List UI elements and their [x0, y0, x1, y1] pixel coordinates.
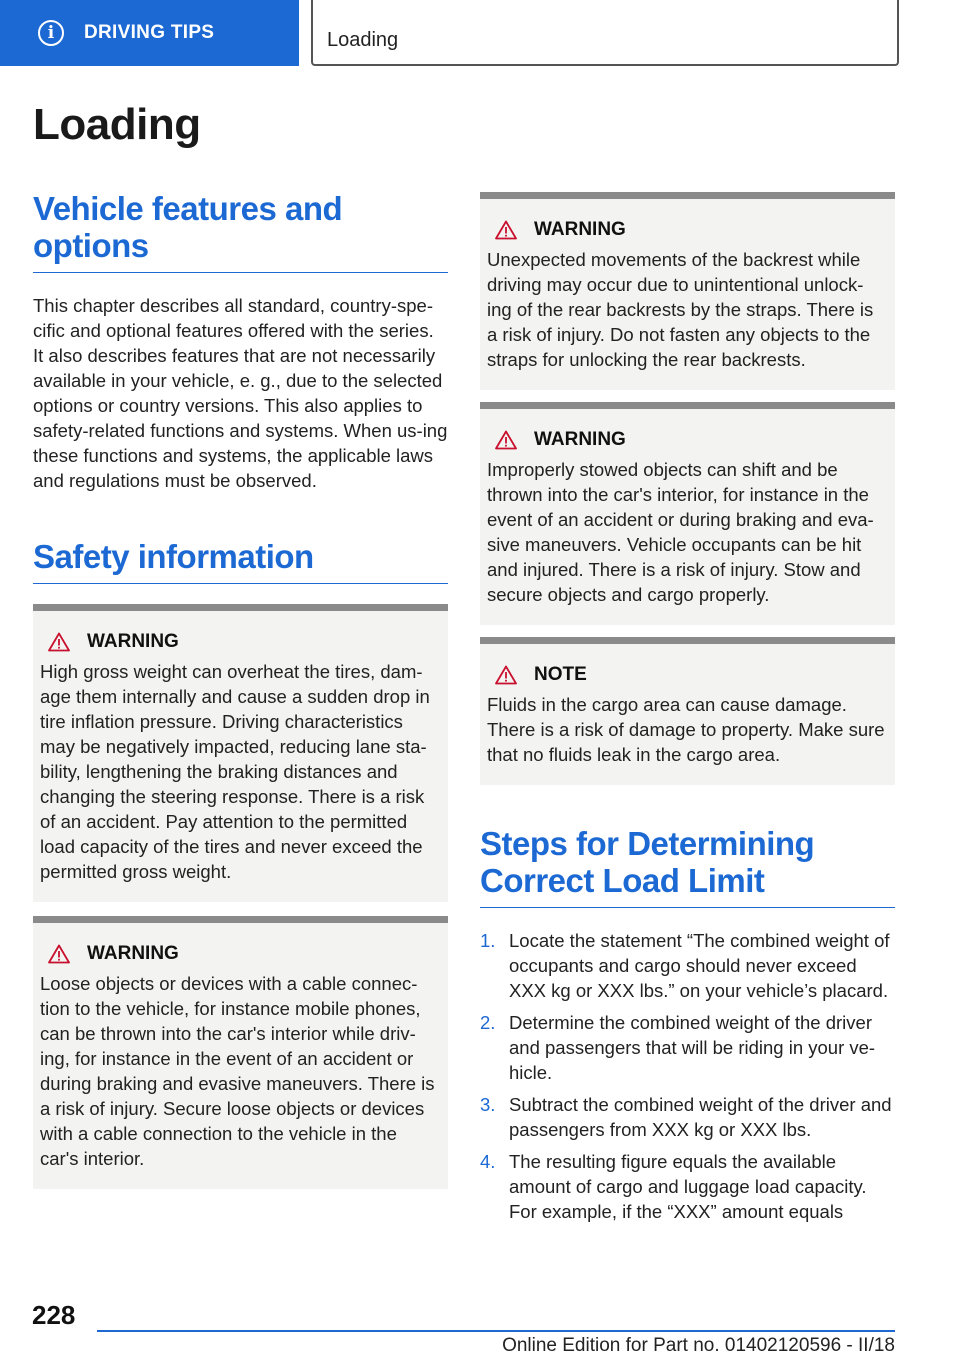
page-number: 228	[32, 1300, 76, 1330]
steps-heading: Steps for Determining Correct Load Limit	[480, 825, 895, 908]
features-text: This chapter describes all standard, country-spe-cific and optional features offered with the series. It also describes features that are not necessarily available in your vehicle, e. g., due to the selected options or country versions. This also applies to safety-related functions and systems. When us-ing these functions and systems, the applicable laws and regulations must be observed.	[33, 295, 448, 491]
warning-icon	[48, 944, 70, 964]
warning-box	[33, 916, 448, 1189]
notice-text: Improperly stowed objects can shift and be thrown into the car's interior, for instance in the event of an accident or during braking and eva-sive maneuvers. Vehicle occupants can be hit and injured. There is a risk of injury. Stow and secure objects and cargo properly.	[487, 459, 874, 605]
list-item	[480, 1092, 895, 1142]
warning-box	[480, 192, 895, 390]
step-number: 2.	[480, 1012, 496, 1033]
warning-icon	[48, 632, 70, 652]
warning-icon	[495, 665, 517, 685]
step-text: Determine the combined weight of the driver and passengers that will be riding in your ve-hicle.	[509, 1012, 876, 1083]
footer-divider	[97, 1330, 895, 1332]
chapter-header	[311, 0, 899, 66]
section-label: DRIVING TIPS	[84, 22, 215, 43]
chapter-label: Loading	[327, 29, 399, 51]
notice-text: Fluids in the cargo area can cause damage. There is a risk of damage to property. Make sure that no fluids leak in the cargo area.	[487, 694, 885, 765]
footer-edition: Online Edition for Part no. 01402120596 - II/18	[502, 1335, 895, 1356]
left-column	[33, 190, 448, 1189]
notice-text: High gross weight can overheat the tires, dam-age them internally and cause a sudden drop in tire inflation pressure. Driving characteristics may be negatively impacted, reducing lane sta-bility, lengthening the braking distances and changing the steering response. There is a risk of an accident. Pay attention to the permitted load capacity of the tires and never exceed the permitted gross weight.	[40, 661, 430, 882]
notice-label: WARNING	[534, 219, 626, 240]
note-box	[480, 637, 895, 785]
step-number: 3.	[480, 1094, 496, 1115]
step-number: 4.	[480, 1151, 496, 1172]
warning-icon	[495, 220, 517, 240]
step-number: 1.	[480, 930, 496, 951]
features-heading: Vehicle features and options	[33, 190, 448, 273]
section-tab	[0, 0, 299, 66]
warning-box	[480, 402, 895, 625]
safety-heading: Safety information	[33, 538, 448, 584]
step-text: The resulting figure equals the available amount of cargo and luggage load capacity. For example, if the “XXX” amount equals	[509, 1151, 867, 1222]
info-icon: i	[38, 20, 64, 46]
warning-box	[33, 604, 448, 902]
notice-label: WARNING	[87, 943, 179, 964]
list-item	[480, 1149, 895, 1224]
warning-icon	[495, 430, 517, 450]
step-text: Subtract the combined weight of the driver and passengers from XXX kg or XXX lbs.	[509, 1094, 892, 1140]
notice-label: NOTE	[534, 664, 587, 685]
notice-label: WARNING	[87, 631, 179, 652]
list-item	[480, 1010, 895, 1085]
page-title: Loading	[33, 100, 201, 149]
notice-text: Unexpected movements of the backrest while driving may occur due to unintentional unlock-ing of the rear backrests by the straps. There is a risk of injury. Do not fasten any objects to the straps for unlocking the rear backrests.	[487, 249, 874, 370]
list-item	[480, 928, 895, 1003]
right-column	[480, 192, 895, 1231]
steps-list	[480, 928, 895, 1224]
notice-text: Loose objects or devices with a cable connec-tion to the vehicle, for instance mobile phones, can be thrown into the car's interior while driv-ing, for instance in the event of an accident or during braking and evasive maneuvers. There is a risk of injury. Secure loose objects or devices with a cable connection to the vehicle in the car's interior.	[40, 973, 435, 1169]
step-text: Locate the statement “The combined weight of occupants and cargo should never exceed XXX kg or XXX lbs.” on your vehicle’s placard.	[509, 930, 890, 1001]
notice-label: WARNING	[534, 429, 626, 450]
